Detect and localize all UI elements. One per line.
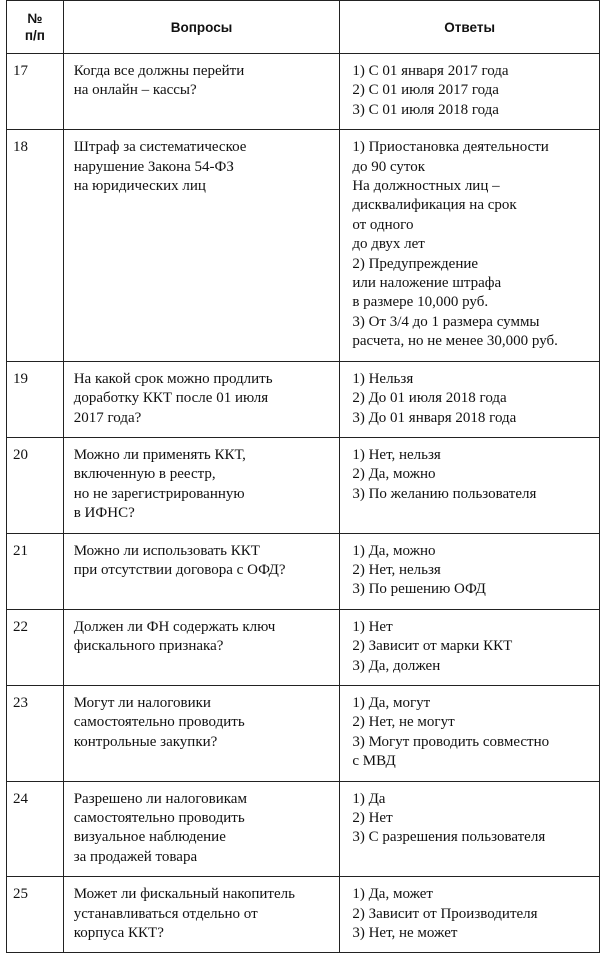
- question-line: нарушение Закона 54-ФЗ: [73, 158, 234, 175]
- question-line: Можно ли применять ККТ,: [73, 446, 246, 463]
- answer-line: 3) Да, должен: [352, 657, 441, 674]
- question-line: включенную в реестр,: [73, 466, 216, 483]
- question-line: Могут ли налоговики: [73, 694, 211, 711]
- question-line: Разрешено ли налоговикам: [73, 790, 247, 807]
- question-line: за продажей товара: [73, 848, 198, 865]
- question-line: Штраф за систематическое: [73, 139, 247, 156]
- row-number: 19: [7, 361, 64, 437]
- question-cell: [63, 130, 340, 361]
- answer-line: 1) Приостановка деятельности: [352, 139, 549, 156]
- table-row: [7, 533, 600, 609]
- answer-line: 1) Да, могут: [352, 694, 431, 711]
- answer-line: На должностных лиц –: [352, 178, 500, 195]
- answer-line: дисквалификация на срок: [352, 197, 517, 214]
- question-line: Можно ли использовать ККТ: [73, 542, 260, 559]
- answer-line: до 90 суток: [352, 158, 426, 175]
- question-cell: [63, 609, 340, 685]
- answer-cell: [340, 361, 600, 437]
- answer-cell: [340, 877, 600, 953]
- answer-line: 2) До 01 июля 2018 года: [352, 390, 507, 407]
- row-number: 23: [7, 685, 64, 781]
- answer-line: 2) С 01 июля 2017 года: [352, 82, 499, 99]
- question-line: но не зарегистрированную: [73, 485, 245, 502]
- question-cell: [63, 533, 340, 609]
- answer-cell: [340, 781, 600, 877]
- question-line: визуальное наблюдение: [73, 829, 226, 846]
- row-number: 17: [7, 54, 64, 130]
- table-row: [7, 877, 600, 953]
- answer-cell: [340, 609, 600, 685]
- answer-cell: [340, 130, 600, 361]
- header-answers: Ответы: [340, 1, 600, 54]
- table-row: [7, 781, 600, 877]
- answer-line: 1) Нельзя: [352, 370, 414, 387]
- header-num: [7, 1, 64, 54]
- question-line: на онлайн – кассы?: [73, 82, 197, 99]
- answer-cell: [340, 533, 600, 609]
- answer-line: 1) Нет: [352, 618, 393, 635]
- question-cell: [63, 685, 340, 781]
- answer-line: 1) Да, можно: [352, 542, 436, 559]
- question-line: фискального признака?: [73, 638, 224, 655]
- answer-line: 3) От 3/4 до 1 размера суммы: [352, 313, 540, 330]
- question-line: корпуса ККТ?: [73, 925, 164, 942]
- answer-line: 2) Предупреждение: [352, 255, 479, 272]
- answer-cell: [340, 437, 600, 533]
- answer-cell: [340, 685, 600, 781]
- answer-line: 2) Нет, не могут: [352, 714, 455, 731]
- row-number: 22: [7, 609, 64, 685]
- answer-line: 3) Могут проводить совместно: [352, 733, 550, 750]
- answer-line: 3) Нет, не может: [352, 925, 458, 942]
- header-row: [7, 1, 600, 54]
- answer-line: расчета, но не менее 30,000 руб.: [352, 333, 558, 350]
- qa-table: [6, 0, 600, 953]
- answer-line: 3) По решению ОФД: [352, 581, 486, 598]
- table-row: [7, 130, 600, 361]
- answer-line: 1) Нет, нельзя: [352, 446, 441, 463]
- question-line: контрольные закупки?: [73, 733, 218, 750]
- answer-line: 1) Да, может: [352, 886, 433, 903]
- answer-line: 2) Зависит от Производителя: [352, 905, 538, 922]
- question-line: при отсутствии договора с ОФД?: [73, 561, 286, 578]
- question-cell: [63, 877, 340, 953]
- question-line: Когда все должны перейти: [73, 63, 245, 79]
- answer-line: 1) С 01 января 2017 года: [352, 63, 509, 79]
- answer-line: от одного: [352, 216, 414, 233]
- answer-cell: [340, 54, 600, 130]
- row-number: 21: [7, 533, 64, 609]
- answer-line: 3) По желанию пользователя: [352, 485, 537, 502]
- header-questions: Вопросы: [63, 1, 340, 54]
- header-num-line1: №: [27, 11, 43, 26]
- answer-line: 2) Зависит от марки ККТ: [352, 638, 513, 655]
- row-number: 20: [7, 437, 64, 533]
- row-number: 24: [7, 781, 64, 877]
- question-line: устанавливаться отдельно от: [73, 905, 258, 922]
- question-line: Может ли фискальный накопитель: [73, 886, 295, 903]
- answer-line: 1) Да: [352, 790, 386, 807]
- answer-line: 2) Нет, нельзя: [352, 561, 441, 578]
- question-cell: [63, 361, 340, 437]
- answer-line: 2) Да, можно: [352, 466, 436, 483]
- question-line: в ИФНС?: [73, 505, 135, 522]
- question-cell: [63, 781, 340, 877]
- question-line: самостоятельно проводить: [73, 810, 245, 826]
- table-row: [7, 54, 600, 130]
- question-line: Должен ли ФН содержать ключ: [73, 618, 276, 635]
- row-number: 18: [7, 130, 64, 361]
- question-line: на юридических лиц: [73, 178, 206, 195]
- table-body: [7, 54, 600, 953]
- answer-line: с МВД: [352, 753, 396, 770]
- table-row: [7, 437, 600, 533]
- header-num-line2: п/п: [24, 28, 45, 43]
- answer-line: до двух лет: [352, 236, 425, 253]
- question-line: доработку ККТ после 01 июля: [73, 390, 269, 407]
- answer-line: 2) Нет: [352, 810, 393, 826]
- table-row: [7, 685, 600, 781]
- question-cell: [63, 54, 340, 130]
- answer-line: в размере 10,000 руб.: [352, 294, 489, 311]
- table-row: [7, 609, 600, 685]
- answer-line: или наложение штрафа: [352, 275, 502, 292]
- question-cell: [63, 437, 340, 533]
- answer-line: 3) С разрешения пользователя: [352, 829, 546, 846]
- question-line: На какой срок можно продлить: [73, 370, 273, 387]
- row-number: 25: [7, 877, 64, 953]
- question-line: самостоятельно проводить: [73, 714, 245, 731]
- table-row: [7, 361, 600, 437]
- answer-line: 3) До 01 января 2018 года: [352, 409, 517, 426]
- question-line: 2017 года?: [73, 409, 142, 426]
- answer-line: 3) С 01 июля 2018 года: [352, 101, 499, 118]
